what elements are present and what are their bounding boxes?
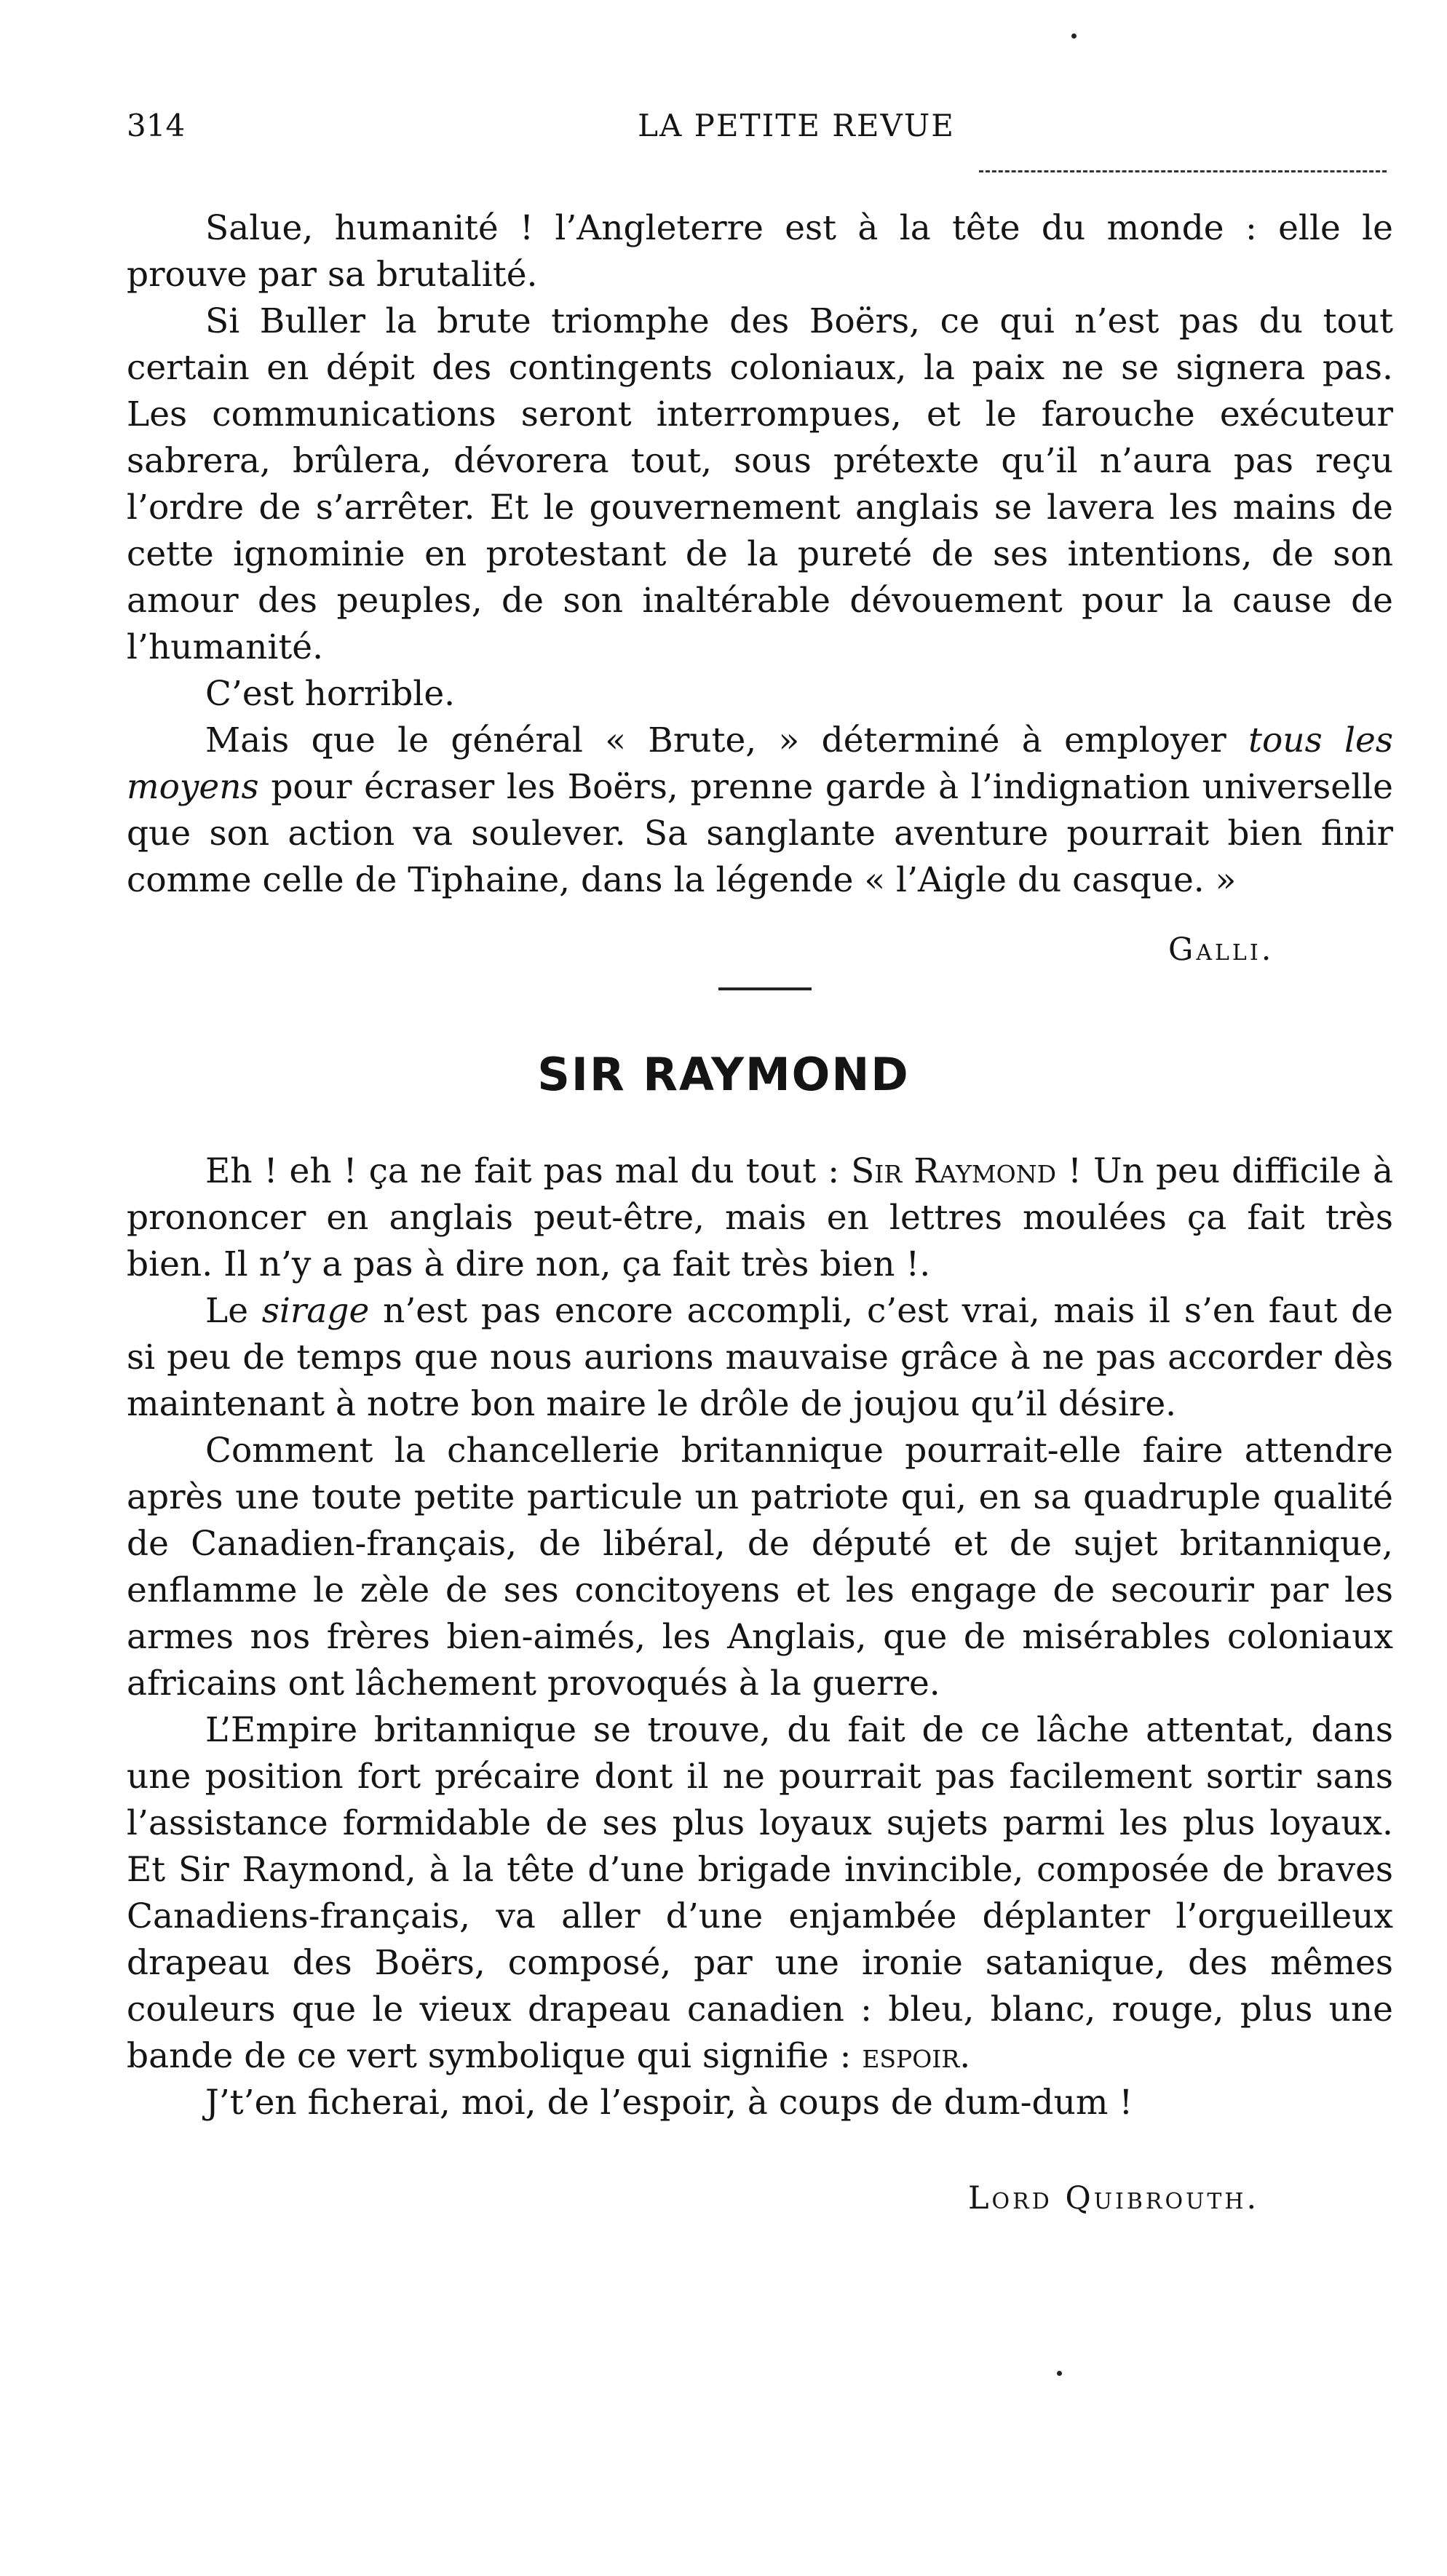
- paragraph: [127, 1707, 1393, 2080]
- paragraph-text: n’est pas encore accompli, c’est vrai, mais il s’en faut de si peu de temps que nous aurions mauvaise grâce à ne pas accorder dès maintenant à notre bon maire le drôle de joujou qu’il désire.: [127, 1291, 1393, 1424]
- paragraph-text: ! Un peu difficile à prononcer en anglais peut-être, mais en lettres moulées ça fait très bien. Il n’y a pas à dire non, ça fait très bien !.: [127, 1151, 1393, 1284]
- page-header: [127, 108, 1393, 151]
- paragraph-text: Eh ! eh ! ça ne fait pas mal du tout :: [205, 1151, 852, 1191]
- paragraph: Comment la chancellerie britannique pourrait-elle faire attendre après une toute petite particule un patriote qui, en sa quadruple qualité de Canadien-français, de libéral, de député et de sujet britannique, enflamme le zèle de ses concitoyens et les engage de secourir par les armes nos frères bien-aimés, les Anglais, que de misérables coloniaux africains ont lâchement provoqués à la guerre.: [127, 1431, 1393, 1704]
- ink-speck: [1057, 2371, 1062, 2376]
- smallcaps-text: Sir Raymond: [851, 1151, 1057, 1191]
- author-signature-galli: Galli.: [1168, 931, 1274, 968]
- smallcaps-text: espoir: [862, 2036, 960, 2076]
- ink-speck: [1071, 33, 1077, 39]
- paragraph: [127, 717, 1393, 904]
- article-sir-raymond: [127, 1148, 1393, 2126]
- paragraph: J’t’en ficherai, moi, de l’espoir, à coups de dum-dum !: [205, 2083, 1133, 2123]
- header-rule: [979, 170, 1387, 172]
- paragraph: [127, 1148, 1393, 1288]
- paragraph: Salue, humanité ! l’Angleterre est à la tête du monde : elle le prouve par sa brutalité.: [127, 208, 1393, 295]
- paragraph: C’est horrible.: [205, 674, 456, 714]
- article-galli: [127, 205, 1393, 904]
- paragraph-text: Le: [205, 1291, 262, 1331]
- emphasis-text: tous les moyens: [127, 720, 1393, 807]
- page-number: 314: [127, 108, 186, 143]
- emphasis-text: sirage: [261, 1291, 370, 1331]
- paragraph: Si Buller la brute triomphe des Boërs, ce qui n’est pas du tout certain en dépit des contingents coloniaux, la paix ne se signera pas. Les communications seront interrompues, et le farouche exécuteur sabrera, brûlera, dévorera tout, sous prétexte qu’il n’aura pas reçu l’ordre de s’arrêter. Et le gouvernement anglais se lavera les mains de cette ignominie en protestant de la pureté de ses intentions, de son amour des peuples, de son inaltérable dévouement pour la cause de l’humanité.: [127, 301, 1393, 667]
- author-signature-quibrouth: Lord Quibrouth.: [968, 2180, 1260, 2217]
- paragraph-text: pour écraser les Boërs, prenne garde à l’indignation universelle que son action va soulever. Sa sanglante aventure pourrait bien finir comme celle de Tiphaine, dans la légende « l’Aigle du casque. »: [127, 767, 1393, 900]
- section-separator: [718, 987, 812, 990]
- paragraph-text: .: [959, 2036, 971, 2076]
- paragraph-text: Mais que le général « Brute, » déterminé à employer: [205, 720, 1249, 760]
- running-title: LA PETITE REVUE: [638, 108, 955, 143]
- article-title: SIR RAYMOND: [537, 1048, 910, 1101]
- paragraph: [127, 1288, 1393, 1428]
- paragraph-text: L’Empire britannique se trouve, du fait de ce lâche attentat, dans une position fort précaire dont il ne pourrait pas facilement sortir sans l’assistance formidable de ses plus loyaux sujets parmi les plus loyaux. Et Sir Raymond, à la tête d’une brigade invincible, composée de braves Canadiens-français, va aller d’une enjambée déplanter l’orgueilleux drapeau des Boërs, composé, par une ironie satanique, des mêmes couleurs que le vieux drapeau canadien : bleu, blanc, rouge, plus une bande de ce vert symbolique qui signifie :: [127, 1710, 1393, 2076]
